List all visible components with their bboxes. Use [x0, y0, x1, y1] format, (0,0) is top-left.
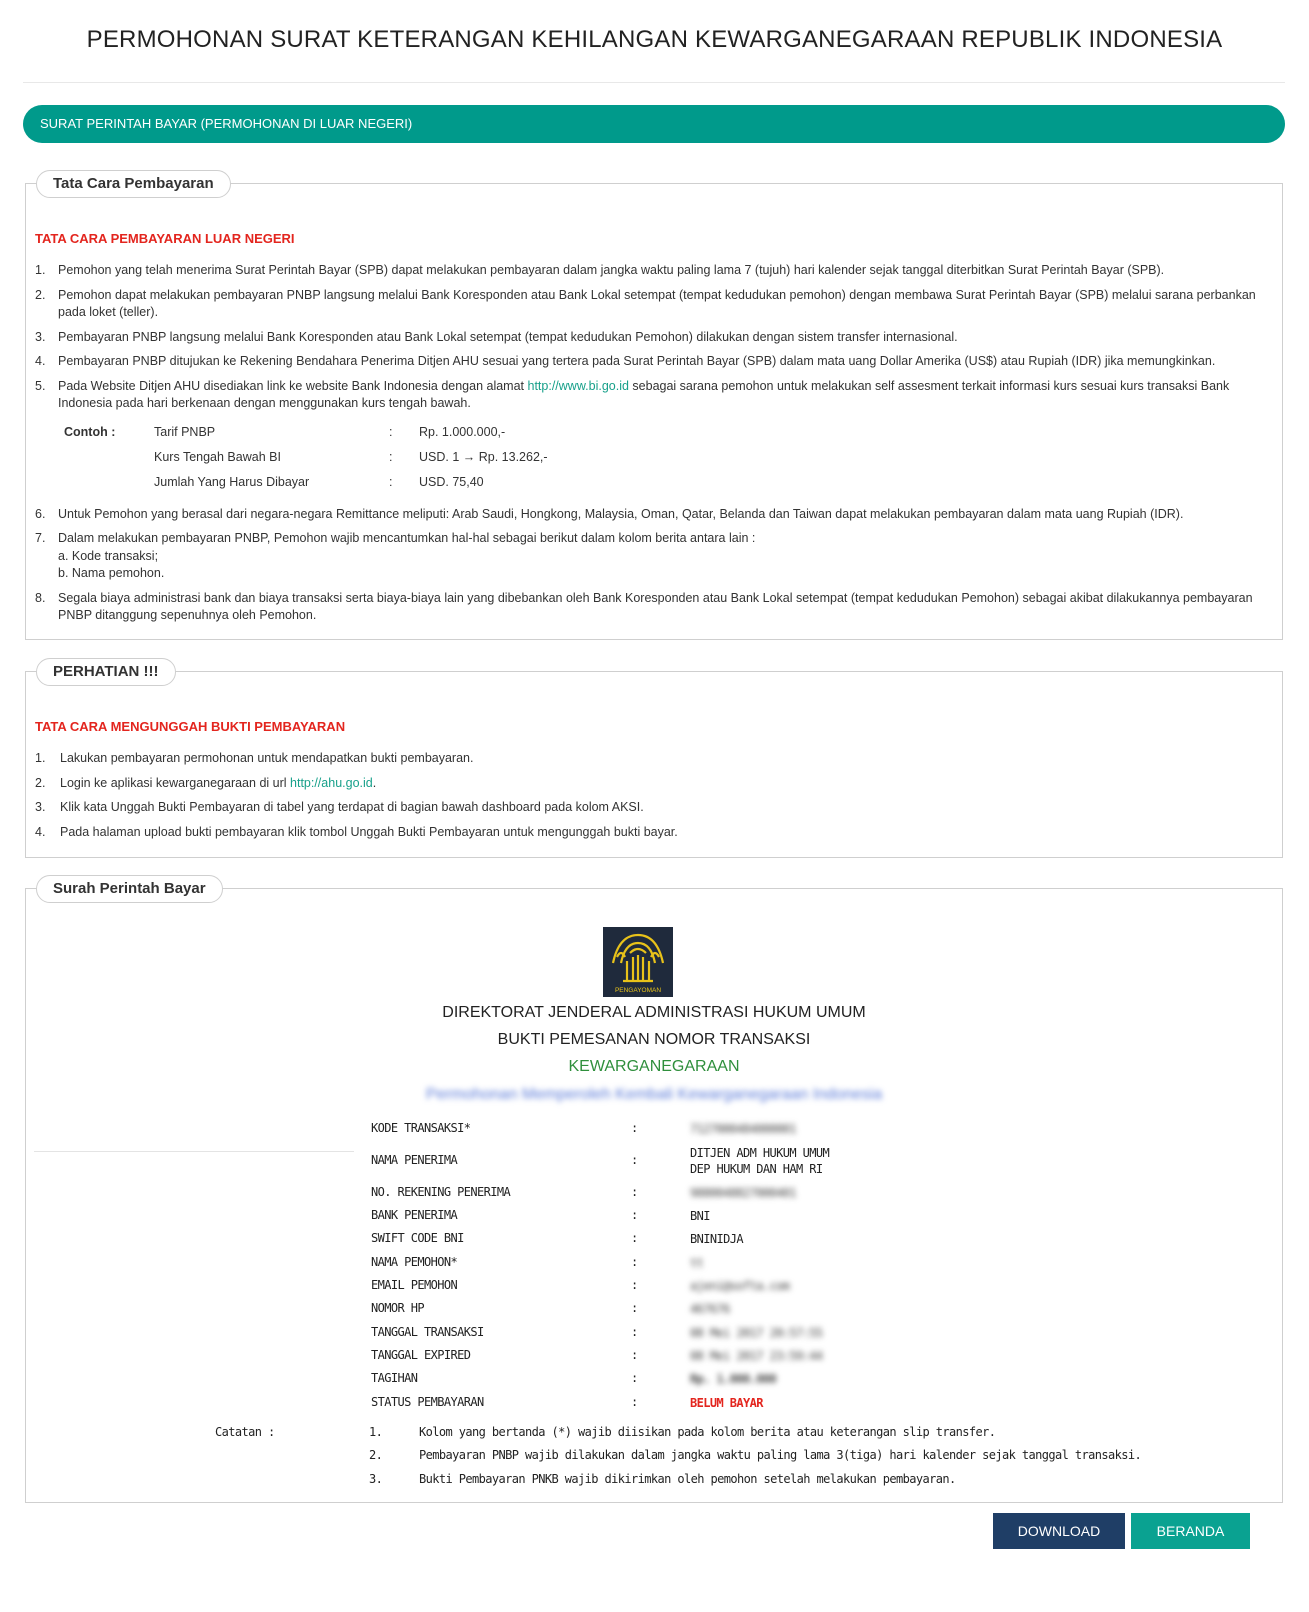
list-item: 3. Pembayaran PNBP langsung melalui Bank Koresponden atau Bank Lokal setempat (tempat kedudukan Pemohon) dilakukan dengan sistem transfer internasional. [35, 329, 958, 344]
list-item: 8. Segala biaya administrasi bank dan biaya transaksi serta biaya-biaya lain yang dibebankan oleh Bank Koresponden atau Bank Lokal setempat (tempat kedudukan Pemohon) sebagai akibat dilakukannya pembayaran PNBP ditanggung sepenuhnya oleh Pemohon. [35, 590, 1253, 622]
spb-line-4: Permohonan Memperoleh Kembali Kewarganegaraan Indonesia [425, 1086, 883, 1103]
list-item: 4. Pada halaman upload bukti pembayaran klik tombol Unggah Bukti Pembayaran untuk mengunggah bukti bayar. [35, 824, 678, 839]
contoh-row: Kurs Tengah Bawah BI : USD. 1 → Rp. 13.262,- [154, 449, 548, 464]
list-item: 4. Pembayaran PNBP ditujukan ke Rekening Bendahara Penerima Ditjen AHU sesuai yang tertera pada Surat Perintah Bayar (SPB) dalam mata uang Dollar Amerika (US$) atau Rupiah (IDR) jika memungkinkan. [35, 354, 1216, 368]
list-item: 2. Pemohon dapat melakukan pembayaran PNBP langsung melalui Bank Koresponden atau Bank Lokal setempat (tempat kedudukan pemohon) dengan membawa Surat Perintah Bayar (SPB) melalui sarana perbankan pada loket (teller). [35, 287, 1256, 319]
divider-line [34, 1151, 354, 1152]
perhatian-legend: PERHATIAN !!! [36, 658, 176, 686]
spb-legend: Surah Perintah Bayar [36, 875, 223, 903]
tata-cara-heading: TATA CARA PEMBAYARAN LUAR NEGERI [35, 231, 295, 246]
catatan-item: Kolom yang bertanda (*) wajib diisikan pada kolom berita atau keterangan slip transfer. [419, 1425, 996, 1439]
beranda-button[interactable]: BERANDA [1131, 1513, 1250, 1549]
contoh-row: Contoh : Tarif PNBP : Rp. 1.000.000,- [64, 424, 506, 439]
spb-line-2: BUKTI PEMESANAN NOMOR TRANSAKSI [497, 1031, 811, 1048]
status-badge: BELUM BAYAR [690, 1396, 763, 1410]
contoh-table [35, 420, 1265, 495]
list-item: 7. Dalam melakukan pembayaran PNBP, Pemohon wajib mencantumkan hal-hal sebagai berikut dalam kolom berita antara lain : a. Kode transaksi; b. Nama pemohon. [35, 531, 756, 580]
list-item: 1. Lakukan pembayaran permohonan untuk mendapatkan bukti pembayaran. [35, 751, 474, 765]
title-divider [23, 82, 1285, 83]
catatan-label: Catatan : [215, 1425, 275, 1439]
perhatian-list [35, 750, 1265, 848]
catatan-num: 3. [369, 1472, 383, 1486]
list-item: 1. Pemohon yang telah menerima Surat Perintah Bayar (SPB) dapat melakukan pembayaran dalam jangka waktu paling lama 7 (tujuh) hari kalender sejak tanggal diterbitkan Surat Perintah Bayar (SPB). [35, 263, 1165, 277]
ahu-link[interactable]: http://ahu.go.id [290, 775, 373, 790]
tata-cara-legend: Tata Cara Pembayaran [36, 170, 231, 198]
logo-caption: PENGAYOMAN [614, 987, 662, 994]
catatan-item: Pembayaran PNBP wajib dilakukan dalam jangka waktu paling lama 3(tiga) hari kalender sejak tanggal transaksi. [419, 1448, 1142, 1462]
spb-panel: Surah Perintah Bayar PENGAYOMAN DIREKTORAT JENDERAL ADMINISTRASI HUKUM UMUM BUKTI PEMESANAN NOMOR TRANSAKSI KEWARGANEGARAAN Permohonan Memperoleh Kembali Kewarganegaraan Indonesia KODE TRANSAKSI* : 7127000484000001 NAMA PENERIMA : DITJEN ADM HUKUM UMUM DEP HUKUM DAN HAM RI NO. REKENING PENERIMA : 9880048827000401 BANK PENERIMA : BNI SWIFT CODE BNI : BNINIDJA NAMA PEMOHON* : tt EMAIL PEMOHON : ajeni@softa.com NOMOR HP : 467676 TANGGAL TRANSAKSI : 08 Mei 2017 20:57:55 TANGGAL EXPIRED : 08 Mei 2017 23:59:44 TAGIHAN : Rp. 1.000.000 STATUS PEMBAYARAN : BELUM BAYAR Catatan : 1. Kolom yang bertanda (*) wajib diisikan pada kolom berita atau keterangan slip transfer. 2. Pembayaran PNBP wajib dilakukan dalam jangka waktu paling lama 3(tiga) hari kalender sejak tanggal transaksi. 3. Bukti Pembayaran PNKB wajib dikirimkan oleh pemohon setelah melakukan pembayaran. [25, 888, 1283, 1503]
download-button[interactable]: DOWNLOAD [993, 1513, 1125, 1549]
bi-link[interactable]: http://www.bi.go.id [527, 378, 629, 393]
spb-line-1: DIREKTORAT JENDERAL ADMINISTRASI HUKUM UMUM [442, 1004, 866, 1021]
section-banner: SURAT PERINTAH BAYAR (PERMOHONAN DI LUAR NEGERI) [23, 105, 1285, 143]
list-item: 3. Klik kata Unggah Bukti Pembayaran di tabel yang terdapat di bagian bawah dashboard pada kolom AKSI. [35, 800, 644, 814]
page-title: PERMOHONAN SURAT KETERANGAN KEHILANGAN KEWARGANEGARAAN REPUBLIK INDONESIA [86, 26, 1223, 53]
perhatian-panel [25, 663, 1283, 858]
contoh-row: Jumlah Yang Harus Dibayar : USD. 75,40 [154, 474, 484, 489]
pengayoman-logo [603, 927, 673, 997]
tata-cara-panel [25, 175, 1283, 640]
perhatian-heading: TATA CARA MENGUNGGAH BUKTI PEMBAYARAN [35, 719, 346, 734]
catatan-num: 1. [369, 1425, 383, 1439]
catatan-item: Bukti Pembayaran PNKB wajib dikirimkan oleh pemohon setelah melakukan pembayaran. [419, 1472, 956, 1486]
list-item: 5. Pada Website Ditjen AHU disediakan link ke website Bank Indonesia dengan alamat http://www.bi.go.id sebagai sarana pemohon untuk melakukan self assesment terkait informasi kurs sesuai kurs transaksi Bank Indonesia pada hari berkenaan dengan menggunakan kurs tengah bawah. [35, 378, 1230, 410]
list-item: 2. Login ke aplikasi kewarganegaraan di url http://ahu.go.id. [35, 775, 377, 790]
spb-line-3: KEWARGANEGARAAN [568, 1058, 740, 1075]
list-item: 6. Untuk Pemohon yang berasal dari negara-negara Remittance meliputi: Arab Saudi, Hongkong, Malaysia, Oman, Qatar, Belanda dan Taiwan dapat melakukan pembayaran dalam mata uang Rupiah (IDR). [35, 506, 1184, 521]
tata-cara-list [35, 262, 1265, 632]
catatan-num: 2. [369, 1448, 383, 1462]
